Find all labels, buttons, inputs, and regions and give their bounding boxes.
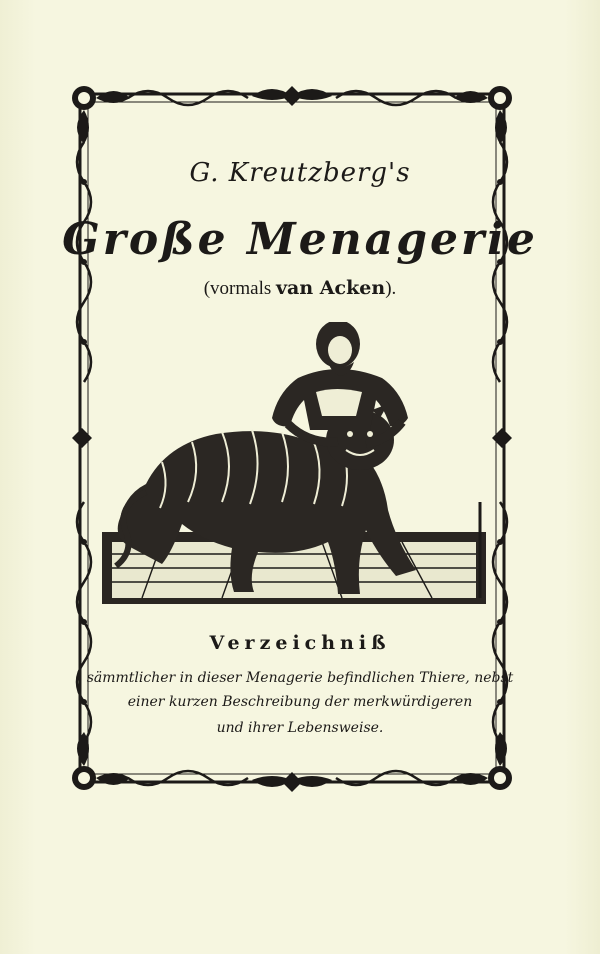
subtitle-suffix: ).: [385, 278, 397, 299]
subtitle-prefix: (vormals: [203, 278, 277, 299]
owner-name: G. Kreutzberg's: [189, 158, 411, 188]
woodcut-tamer-with-tiger-icon: [102, 322, 486, 612]
subtitle: [0, 277, 600, 300]
description-line-1: sämmtlicher in dieser Menagerie befindlichen Thiere, nebst: [86, 670, 514, 686]
subtitle-name: van Acken: [276, 277, 386, 299]
page-title: Große Menagerie: [62, 214, 538, 265]
heading-verzeichnis: Verzeichniß: [209, 632, 391, 654]
description-line-2: einer kurzen Beschreibung der merkwürdigeren: [127, 694, 473, 710]
description-line-3: und ihrer Lebensweise.: [216, 720, 384, 736]
